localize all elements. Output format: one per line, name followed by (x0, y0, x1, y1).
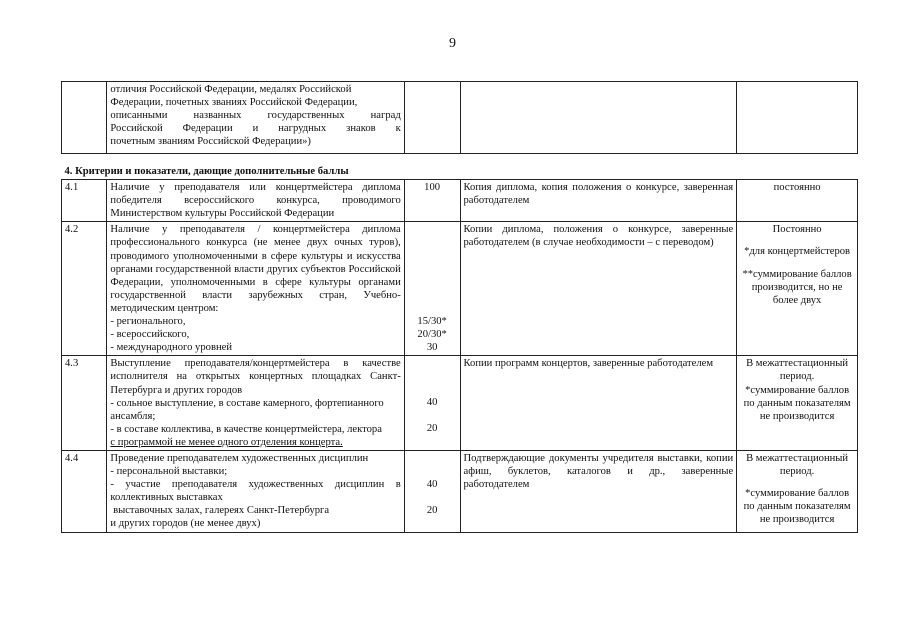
continuation-line: Федерации, почетных званиях Российской Федерации, (110, 97, 358, 109)
documents-cell (460, 82, 737, 154)
points-value: 20/30* (417, 329, 447, 341)
section-title (62, 154, 858, 180)
criterion-tail: с программой не менее одного отделения концерта. (110, 436, 343, 448)
criterion-text: Проведение преподавателем художественных дисциплин (110, 452, 369, 464)
criterion-item: и других городов (не менее двух) (110, 518, 261, 530)
criterion-text: Выступление преподавателя/концертмейстера в качестве исполнителя на открытых концертных площадках Санкт-Петербурга и других городов (110, 358, 401, 396)
criterion-item: - участие преподавателя художественных дисциплин в коллективных выставках (110, 479, 401, 504)
period-text: Постоянно (772, 224, 822, 236)
points-value: 40 (426, 478, 438, 490)
points-cell (404, 356, 460, 451)
documents-text: Копия диплома, копия положения о конкурсе, заверенная работодателем (460, 180, 737, 222)
points-value: 20 (426, 423, 438, 435)
criterion-item: выставочных залах, галереях Санкт-Петербурга (110, 505, 330, 517)
table-row (62, 356, 858, 451)
criterion-cell (107, 82, 404, 154)
page-number: 9 (449, 36, 456, 51)
points-cell (404, 82, 460, 154)
continuation-line: почетным званиям Российской Федерации») (110, 136, 311, 148)
period-cell (737, 450, 858, 532)
points-value: 40 (426, 397, 438, 409)
criterion-item: - всероссийского, (110, 329, 190, 341)
row-number-cell (62, 82, 107, 154)
criterion-item: - международного уровней (110, 342, 232, 354)
criterion-item: - персональной выставки; (110, 466, 228, 478)
documents-text: Копии программ концертов, заверенные работодателем (460, 356, 737, 451)
continuation-line: Российской Федерации и нагрудных знаков к (110, 123, 401, 135)
criterion-item: - в составе коллектива, в качестве концертмейстера, лектора (110, 423, 382, 435)
documents-text: Подтверждающие документы учредителя выставки, копии афиш, буклетов, каталогов и др., заверенные работодателем (460, 450, 737, 532)
period-cell (737, 356, 858, 451)
row-number: 4.2 (62, 222, 107, 356)
continuation-line: описанными названных государственных наград (110, 110, 401, 122)
row-number: 4.1 (62, 180, 107, 222)
period-note: *суммирование баллов по данным показателям не производится (743, 384, 851, 422)
points-cell (404, 222, 460, 356)
points-value: 15/30* (417, 316, 447, 328)
criteria-table (61, 81, 858, 533)
points-value: 100 (404, 180, 460, 222)
criterion-text: Наличие у преподавателя / концертмейстера диплома профессионального конкурса (не менее двух очных туров), проводимого уполномоченными в сфере культуры и искусства органами государственной власти других субъектов Российской Федерации, уполномоченными в сфере культуры органами государственной власти зарубежных стран, Учебно-методическим центром: (110, 224, 401, 314)
period-cell (737, 82, 858, 154)
period-note: *суммирование баллов по данным показателям не производится (743, 488, 851, 526)
points-value: 20 (426, 505, 438, 517)
period-text: В межаттестационный период. (746, 358, 849, 383)
criterion-cell (107, 356, 404, 451)
period-note: **суммирование баллов производится, но не более двух (742, 268, 852, 306)
criterion-cell (107, 450, 404, 532)
table-row (62, 180, 858, 222)
section-title-text: 4. Критерии и показатели, дающие дополнительные баллы (64, 166, 349, 177)
section-header-row (62, 154, 858, 180)
criterion-item: - регионального, (110, 316, 186, 328)
continuation-line: отличия Российской Федерации, медалях Российской (110, 84, 352, 95)
period-text: В межаттестационный период. (746, 452, 849, 478)
criterion-text: Наличие у преподавателя или концертмейстера диплома победителя всероссийского конкурса, проводимого Министерством культуры Российской Федерации (107, 180, 404, 222)
table-row (62, 450, 858, 532)
period-cell (737, 222, 858, 356)
points-value: 30 (426, 342, 438, 354)
points-cell (404, 450, 460, 532)
criterion-cell (107, 222, 404, 356)
table-row (62, 222, 858, 356)
documents-text: Копии диплома, положения о конкурсе, заверенные работодателем (в случае необходимости – с переводом) (460, 222, 737, 356)
criterion-item: - сольное выступление, в составе камерного, фортепианного ансамбля; (110, 397, 384, 422)
period-text: постоянно (737, 180, 858, 222)
row-number: 4.4 (62, 450, 107, 532)
row-number: 4.3 (62, 356, 107, 451)
table-row (62, 82, 858, 154)
period-note: *для концертмейстеров (744, 246, 851, 258)
